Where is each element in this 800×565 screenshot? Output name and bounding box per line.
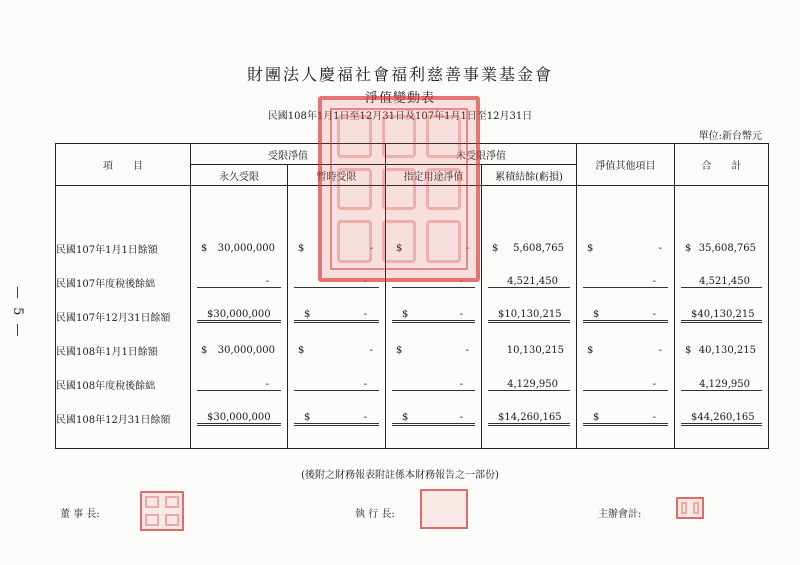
document-title: 財團法人慶福社會福利慈善事業基金會 xyxy=(246,65,553,84)
foundation-seal-stamp xyxy=(318,96,480,282)
amount-value: - xyxy=(459,309,463,321)
table-row xyxy=(56,333,769,367)
page-number: — 5 — xyxy=(10,286,25,339)
row-label: 民國107年1月1日餘額 xyxy=(56,231,191,265)
chairman-label: 董 事 長: xyxy=(60,509,100,520)
cell-other xyxy=(577,231,675,265)
cell-temporary xyxy=(288,368,386,402)
currency-symbol: $ xyxy=(498,411,505,423)
amount-value: - xyxy=(465,242,469,254)
amount-value: 10,130,215 xyxy=(504,309,562,321)
cell-accumulated xyxy=(482,231,577,265)
chairman-seal-stamp xyxy=(140,491,184,531)
executive-label: 執 行 長: xyxy=(355,509,395,520)
unit-label: 單位:新台幣元 xyxy=(698,131,762,142)
row-label: 民國107年度稅後餘絀 xyxy=(56,265,191,299)
amount-value: - xyxy=(658,242,662,254)
currency-symbol: $ xyxy=(402,411,409,423)
cell-designated xyxy=(386,299,482,333)
amount-value: - xyxy=(652,309,656,321)
currency-symbol: $ xyxy=(207,309,214,321)
executive-seal-stamp xyxy=(420,489,468,529)
cell-other xyxy=(577,368,675,402)
cell-accumulated xyxy=(482,299,577,333)
currency-symbol: $ xyxy=(691,309,698,321)
cell-permanent xyxy=(191,299,288,333)
amount-value: - xyxy=(459,378,463,390)
row-label: 民國108年12月31日餘額 xyxy=(56,402,191,436)
amount-value: 30,000,000 xyxy=(213,411,271,423)
amount-value: 4,129,950 xyxy=(507,378,558,390)
cell-total xyxy=(675,368,769,402)
row-label: 民國108年1月1日餘額 xyxy=(56,333,191,367)
document-period: 民國108年1月1日至12月31日及107年1月1日至12月31日 xyxy=(267,111,533,122)
amount-value: 40,130,215 xyxy=(697,309,755,321)
footnote: (後附之財務報表附註係本財務報告之一部份) xyxy=(301,470,499,481)
currency-symbol: $ xyxy=(201,345,208,356)
currency-symbol: $ xyxy=(201,242,208,254)
cell-permanent xyxy=(191,265,288,299)
amount-value: 30,000,000 xyxy=(217,242,275,254)
amount-value: - xyxy=(363,411,367,423)
amount-value: - xyxy=(652,378,656,390)
cell-accumulated xyxy=(482,368,577,402)
cell-permanent xyxy=(191,333,288,367)
cell-total xyxy=(675,265,769,299)
currency-symbol: $ xyxy=(298,242,305,254)
currency-symbol: $ xyxy=(207,411,214,423)
table-row xyxy=(56,299,769,333)
amount-value: 5,608,765 xyxy=(513,242,564,254)
amount-value: 44,260,165 xyxy=(697,411,755,423)
cell-accumulated xyxy=(482,402,577,436)
header-designated: 指定用途淨值 xyxy=(386,165,482,186)
cell-designated xyxy=(386,333,482,367)
currency-symbol: $ xyxy=(304,411,311,423)
header-accumulated: 累積結餘(虧損) xyxy=(482,165,577,186)
cell-designated xyxy=(386,368,482,402)
amount-value: 14,260,165 xyxy=(504,411,562,423)
amount-value: - xyxy=(369,345,373,356)
cell-permanent xyxy=(191,231,288,265)
currency-symbol: $ xyxy=(685,345,692,356)
table-row xyxy=(56,402,769,436)
amount-value: 4,129,950 xyxy=(699,378,750,390)
header-unrestricted: 未受限淨值 xyxy=(386,144,577,165)
currency-symbol: $ xyxy=(304,309,311,321)
currency-symbol: $ xyxy=(402,309,409,321)
table-row xyxy=(56,368,769,402)
cell-designated xyxy=(386,402,482,436)
cell-other xyxy=(577,402,675,436)
amount-value: - xyxy=(363,276,367,288)
cell-temporary xyxy=(288,299,386,333)
amount-value: - xyxy=(265,276,269,288)
cell-total xyxy=(675,333,769,367)
currency-symbol: $ xyxy=(498,309,505,321)
amount-value: - xyxy=(459,411,463,423)
header-restricted: 受限淨值 xyxy=(191,144,386,165)
header-permanent: 永久受限 xyxy=(191,165,288,186)
amount-value: - xyxy=(363,309,367,321)
cell-other xyxy=(577,299,675,333)
header-item: 項 目 xyxy=(56,144,191,186)
currency-symbol: $ xyxy=(691,411,698,423)
row-label: 民國107年12月31日餘額 xyxy=(56,299,191,333)
accountant-label: 主辦會計: xyxy=(598,509,642,520)
header-temporary: 暫時受限 xyxy=(288,165,386,186)
amount-value: - xyxy=(265,378,269,390)
amount-value: 4,521,450 xyxy=(699,276,750,288)
header-total: 合 計 xyxy=(675,144,769,186)
amount-value: - xyxy=(459,276,463,288)
document-subtitle: 淨值變動表 xyxy=(364,91,435,106)
amount-value: 30,000,000 xyxy=(213,309,271,321)
cell-permanent xyxy=(191,402,288,436)
amount-value: - xyxy=(363,378,367,390)
cell-accumulated xyxy=(482,333,577,367)
currency-symbol: $ xyxy=(587,345,594,356)
cell-temporary xyxy=(288,402,386,436)
amount-value: - xyxy=(465,345,469,356)
cell-accumulated xyxy=(482,265,577,299)
currency-symbol: $ xyxy=(587,242,594,254)
cell-temporary xyxy=(288,333,386,367)
cell-total xyxy=(675,299,769,333)
currency-symbol: $ xyxy=(298,345,305,356)
currency-symbol: $ xyxy=(593,309,600,321)
amount-value: 35,608,765 xyxy=(698,242,756,254)
cell-permanent xyxy=(191,368,288,402)
currency-symbol: $ xyxy=(492,242,499,254)
accountant-seal-stamp xyxy=(676,497,704,519)
cell-other xyxy=(577,265,675,299)
header-other: 淨值其他項目 xyxy=(577,144,675,186)
currency-symbol: $ xyxy=(396,345,403,356)
currency-symbol: $ xyxy=(396,242,403,254)
cell-other xyxy=(577,333,675,367)
amount-value: - xyxy=(652,276,656,288)
amount-value: - xyxy=(369,242,373,254)
cell-total xyxy=(675,402,769,436)
amount-value: 30,000,000 xyxy=(217,345,275,356)
amount-value: 4,521,450 xyxy=(507,276,558,288)
amount-value: - xyxy=(658,345,662,356)
amount-value: 10,130,215 xyxy=(506,345,564,356)
currency-symbol: $ xyxy=(593,411,600,423)
currency-symbol: $ xyxy=(685,242,692,254)
amount-value: - xyxy=(652,411,656,423)
amount-value: 40,130,215 xyxy=(698,345,756,356)
cell-total xyxy=(675,231,769,265)
row-label: 民國108年度稅後餘絀 xyxy=(56,368,191,402)
